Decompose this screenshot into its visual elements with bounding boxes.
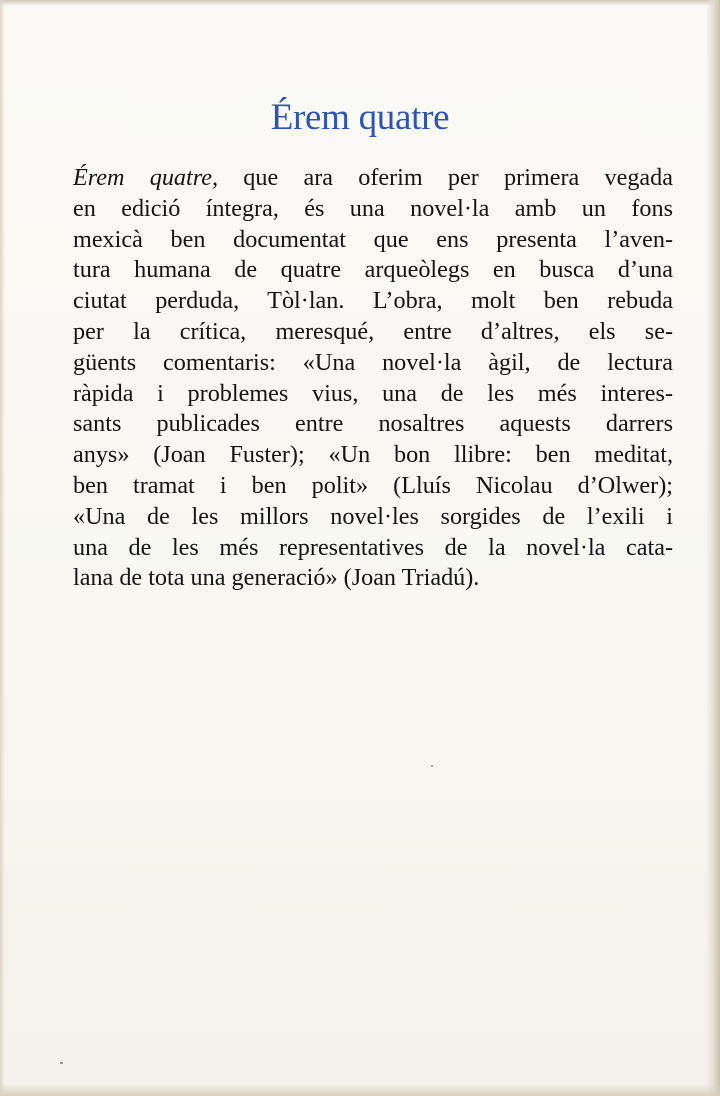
blurb-line: ben tramat i ben polit» (Lluís Nicolau d’Olwer); xyxy=(73,471,673,499)
paper-edge-right xyxy=(706,0,720,1096)
paper-speck xyxy=(431,765,433,767)
blurb-line: lana de tota una generació» (Joan Triadú). xyxy=(73,564,480,592)
paper-edge-top xyxy=(0,0,720,6)
blurb-line: tura humana de quatre arqueòlegs en busca d’una xyxy=(73,256,673,284)
blurb-line: «Una de les millors novel·les sorgides de l’exili i xyxy=(73,502,673,530)
blurb-line: güents comentaris: «Una novel·la àgil, de lectura xyxy=(73,348,673,376)
blurb-line: sants publicades entre nosaltres aquests darrers xyxy=(73,410,673,438)
blurb-line: una de les més representatives de la novel·la cata- xyxy=(73,533,673,561)
blurb-line: mexicà ben documentat que ens presenta l’aven- xyxy=(73,225,673,253)
blurb-line-text: que ara oferim per primera vegada xyxy=(218,164,673,191)
blurb-line: ràpida i problemes vius, una de les més interes- xyxy=(73,379,673,407)
blurb-italic-title: Érem quatre, xyxy=(73,164,219,191)
paper-speck xyxy=(60,1062,63,1064)
paper-edge-bottom xyxy=(0,1084,720,1096)
blurb-line: per la crítica, meresqué, entre d’altres, els se- xyxy=(73,317,673,345)
blurb-paragraph xyxy=(73,163,673,594)
blurb-line: en edició íntegra, és una novel·la amb un fons xyxy=(73,194,673,222)
blurb-line: anys» (Joan Fuster); «Un bon llibre: ben meditat, xyxy=(73,441,673,469)
blurb-line xyxy=(73,163,673,194)
blurb-line: ciutat perduda, Tòl·lan. L’obra, molt ben rebuda xyxy=(73,287,673,315)
paper-edge-left xyxy=(0,0,5,1096)
book-title: Érem quatre xyxy=(270,97,450,138)
